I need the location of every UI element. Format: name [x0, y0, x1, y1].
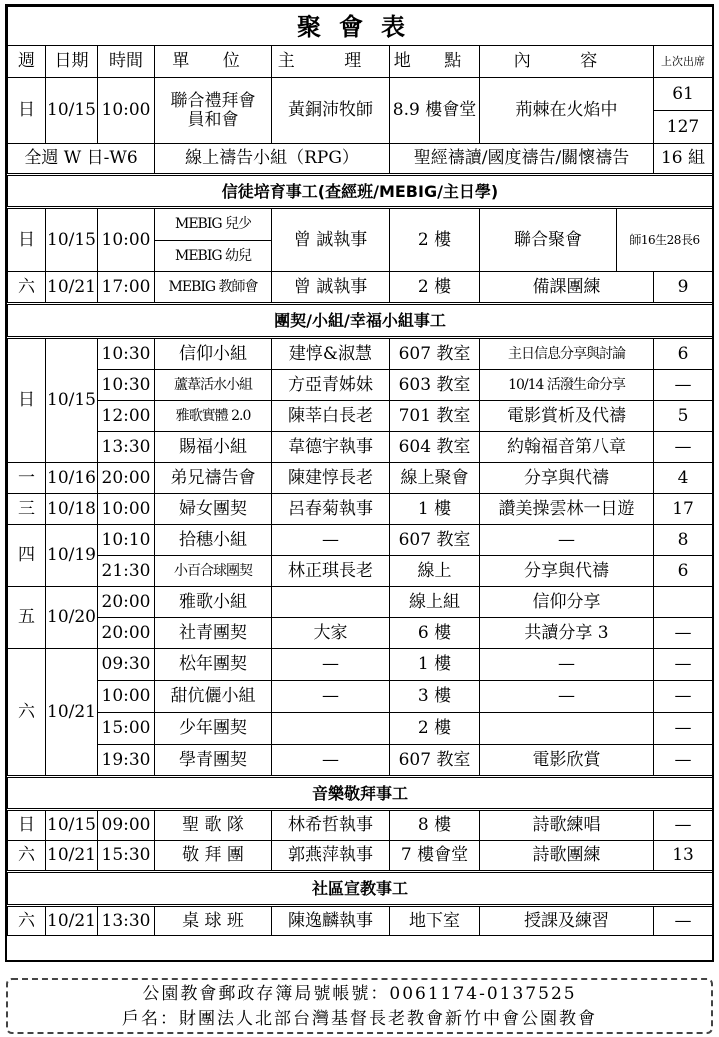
place-cell: 2 樓	[390, 208, 480, 272]
title-row	[8, 7, 713, 46]
week-cell: 日	[8, 208, 46, 272]
last-attendance-cell: 6	[654, 338, 713, 370]
header-week: 週	[8, 46, 46, 78]
unit-cell: 松年團契	[155, 649, 272, 681]
date-cell: 10/19	[46, 525, 98, 587]
content-cell: 讚美操雲林一日遊	[480, 494, 654, 525]
place-cell: 地下室	[390, 906, 480, 936]
host-cell: 陳建惇長老	[272, 463, 390, 494]
week-cell: 六	[8, 841, 46, 872]
account-name-line: 戶名：財團法人北部台灣基督長老教會新竹中會公園教會	[122, 1009, 597, 1029]
place-cell: 8.9 樓會堂	[390, 78, 480, 144]
table-row	[8, 463, 713, 494]
week-cell: 五	[8, 587, 46, 649]
time-cell: 10:10	[98, 525, 155, 556]
date-cell: 10/21	[46, 906, 98, 936]
unit-cell: 甜伉儷小組	[155, 681, 272, 713]
place-cell: 7 樓會堂	[390, 841, 480, 872]
host-cell: 方亞青姊妹	[272, 370, 390, 401]
section-header	[8, 175, 713, 208]
unit-cell: 弟兄禱告會	[155, 463, 272, 494]
time-cell: 20:00	[98, 463, 155, 494]
host-cell: —	[272, 745, 390, 777]
unit-cell: 少年團契	[155, 713, 272, 745]
host-cell: 韋德宇執事	[272, 432, 390, 463]
time-cell: 21:30	[98, 556, 155, 587]
host-cell: 林正琪長老	[272, 556, 390, 587]
place-cell: 1 樓	[390, 649, 480, 681]
table-row	[8, 208, 713, 241]
date-cell: 10/15	[46, 78, 98, 144]
last-attendance-cell: —	[654, 370, 713, 401]
header-unit: 單 位	[155, 46, 272, 78]
account-number-line: 公園教會郵政存簿局號帳號：0061174-0137525	[142, 984, 577, 1004]
place-cell: 603 教室	[390, 370, 480, 401]
table-row	[8, 525, 713, 556]
section-title: 社區宣教事工	[8, 872, 713, 906]
unit-cell: 聖 歌 隊	[155, 810, 272, 841]
week-cell: 日	[8, 338, 46, 463]
content-cell: —	[480, 681, 654, 713]
last-attendance-cell	[654, 587, 713, 618]
content-cell: 授課及練習	[480, 906, 654, 936]
bank-account-footer	[6, 978, 713, 1034]
week-cell: 日	[8, 78, 46, 144]
week-cell: 六	[8, 649, 46, 777]
last-attendance-cell: 8	[654, 525, 713, 556]
week-cell: 三	[8, 494, 46, 525]
time-cell: 15:30	[98, 841, 155, 872]
unit-cell: 敬 拜 團	[155, 841, 272, 872]
last-attendance-cell: —	[654, 810, 713, 841]
content-cell: 聯合聚會	[480, 208, 617, 272]
host-cell: 曾 誠執事	[272, 208, 390, 272]
host-cell	[272, 587, 390, 618]
content-cell: 分享與代禱	[480, 556, 654, 587]
last-attendance-cell: —	[654, 618, 713, 649]
table-row	[8, 556, 713, 587]
date-cell: 10/15	[46, 208, 98, 272]
host-cell: 大家	[272, 618, 390, 649]
table-row	[8, 587, 713, 618]
page-title: 聚會表	[8, 7, 713, 46]
place-cell: 線上組	[390, 587, 480, 618]
last-attendance-cell: —	[654, 432, 713, 463]
unit-cell: 拾穗小組	[155, 525, 272, 556]
last-attendance-cell: 61	[654, 78, 713, 111]
unit-cell: 聯合禮拜會員和會	[155, 78, 272, 144]
table-row	[8, 681, 713, 713]
unit-cell: 線上禱告小組（RPG）	[155, 144, 390, 175]
host-cell: 陳莘白長老	[272, 401, 390, 432]
unit-cell: MEBIG 兒少	[155, 208, 272, 241]
header-place: 地 點	[390, 46, 480, 78]
table-row	[8, 810, 713, 841]
last-attendance-cell: 17	[654, 494, 713, 525]
place-cell: 607 教室	[390, 338, 480, 370]
time-cell: 10:00	[98, 494, 155, 525]
time-cell: 10:30	[98, 370, 155, 401]
section-header	[8, 304, 713, 338]
last-attendance-cell: —	[654, 745, 713, 777]
date-cell: 10/15	[46, 338, 98, 463]
unit-cell: 學青團契	[155, 745, 272, 777]
unit-cell: 信仰小組	[155, 338, 272, 370]
host-cell: 林希哲執事	[272, 810, 390, 841]
content-cell: 信仰分享	[480, 587, 654, 618]
week-cell: 日	[8, 810, 46, 841]
place-cell: 701 教室	[390, 401, 480, 432]
table-row	[8, 649, 713, 681]
host-cell: 呂春菊執事	[272, 494, 390, 525]
host-cell: 曾 誠執事	[272, 272, 390, 304]
last-attendance-cell: 16 組	[654, 144, 713, 175]
header-content: 內 容	[480, 46, 654, 78]
place-cell: 線上	[390, 556, 480, 587]
table-row	[8, 78, 713, 111]
place-cell: 1 樓	[390, 494, 480, 525]
last-attendance-cell: 9	[654, 272, 713, 304]
unit-cell: 婦女團契	[155, 494, 272, 525]
time-cell: 09:30	[98, 649, 155, 681]
host-cell: —	[272, 681, 390, 713]
last-attendance-cell: —	[654, 713, 713, 745]
content-cell: 詩歌團練	[480, 841, 654, 872]
last-attendance-cell: —	[654, 681, 713, 713]
table-row	[8, 713, 713, 745]
week-cell: 六	[8, 906, 46, 936]
table-row	[8, 272, 713, 304]
content-cell: 詩歌練唱	[480, 810, 654, 841]
host-cell: 黃銅沛牧師	[272, 78, 390, 144]
place-cell: 3 樓	[390, 681, 480, 713]
time-cell: 10:00	[98, 208, 155, 272]
time-cell: 10:00	[98, 78, 155, 144]
content-cell: 主日信息分享與討論	[480, 338, 654, 370]
place-cell: 線上聚會	[390, 463, 480, 494]
place-cell: 2 樓	[390, 272, 480, 304]
place-cell: 604 教室	[390, 432, 480, 463]
last-attendance-cell: 師16生28長6	[617, 208, 713, 272]
last-attendance-cell: 127	[654, 111, 713, 144]
place-cell: 2 樓	[390, 713, 480, 745]
place-cell: 607 教室	[390, 745, 480, 777]
place-cell: 607 教室	[390, 525, 480, 556]
meeting-schedule-sheet	[5, 4, 714, 962]
date-cell: 10/20	[46, 587, 98, 649]
week-cell: 六	[8, 272, 46, 304]
last-attendance-cell: 4	[654, 463, 713, 494]
header-date: 日期	[46, 46, 98, 78]
content-cell: 10/14 活潑生命分享	[480, 370, 654, 401]
header-host: 主 理	[272, 46, 390, 78]
time-cell: 12:00	[98, 401, 155, 432]
time-cell: 10:30	[98, 338, 155, 370]
unit-cell: 蘆葦活水小組	[155, 370, 272, 401]
host-cell: 郭燕萍執事	[272, 841, 390, 872]
table-row	[8, 401, 713, 432]
table-row	[8, 144, 713, 175]
time-cell: 13:30	[98, 432, 155, 463]
place-cell: 8 樓	[390, 810, 480, 841]
content-cell: 共讀分享 3	[480, 618, 654, 649]
last-attendance-cell: 5	[654, 401, 713, 432]
unit-cell: 賜福小組	[155, 432, 272, 463]
time-cell: 19:30	[98, 745, 155, 777]
header-last: 上次出席	[654, 46, 713, 78]
last-attendance-cell: —	[654, 649, 713, 681]
content-cell: 電影賞析及代禱	[480, 401, 654, 432]
section-title: 音樂敬拜事工	[8, 777, 713, 810]
content-cell: 分享與代禱	[480, 463, 654, 494]
table-row	[8, 906, 713, 936]
content-cell: 聖經禱讀/國度禱告/關懷禱告	[390, 144, 654, 175]
time-cell: 20:00	[98, 587, 155, 618]
unit-cell: 社青團契	[155, 618, 272, 649]
date-cell: 10/16	[46, 463, 98, 494]
host-cell: —	[272, 525, 390, 556]
week-cell: 四	[8, 525, 46, 587]
unit-cell: 雅歌實體 2.0	[155, 401, 272, 432]
table-row	[8, 494, 713, 525]
time-cell: 09:00	[98, 810, 155, 841]
last-attendance-cell: —	[654, 906, 713, 936]
header-row	[8, 46, 713, 78]
content-cell: 荊棘在火焰中	[480, 78, 654, 144]
time-cell: 20:00	[98, 618, 155, 649]
content-cell: 電影欣賞	[480, 745, 654, 777]
table-row	[8, 338, 713, 370]
unit-cell: 桌 球 班	[155, 906, 272, 936]
content-cell: —	[480, 525, 654, 556]
place-cell: 6 樓	[390, 618, 480, 649]
time-cell: 17:00	[98, 272, 155, 304]
section-title: 團契/小組/幸福小組事工	[8, 304, 713, 338]
unit-cell: MEBIG 教師會	[155, 272, 272, 304]
table-row	[8, 618, 713, 649]
host-cell: 陳逸麟執事	[272, 906, 390, 936]
date-cell: 10/21	[46, 649, 98, 777]
date-cell: 10/21	[46, 272, 98, 304]
content-cell: 備課團練	[480, 272, 654, 304]
table-row	[8, 432, 713, 463]
header-time: 時間	[98, 46, 155, 78]
last-attendance-cell: 6	[654, 556, 713, 587]
content-cell: —	[480, 649, 654, 681]
time-cell: 15:00	[98, 713, 155, 745]
week-cell: 一	[8, 463, 46, 494]
section-header	[8, 777, 713, 810]
content-cell: 約翰福音第八章	[480, 432, 654, 463]
section-title: 信徒培育事工(查經班/MEBIG/主日學)	[8, 175, 713, 208]
date-cell: 10/15	[46, 810, 98, 841]
time-cell: 10:00	[98, 681, 155, 713]
date-cell: 10/21	[46, 841, 98, 872]
unit-cell: 雅歌小組	[155, 587, 272, 618]
unit-cell: MEBIG 幼兒	[155, 241, 272, 272]
schedule-table	[7, 6, 713, 936]
host-cell: 建惇&淑慧	[272, 338, 390, 370]
date-cell: 10/18	[46, 494, 98, 525]
host-cell: —	[272, 649, 390, 681]
host-cell	[272, 713, 390, 745]
content-cell	[480, 713, 654, 745]
table-row	[8, 370, 713, 401]
time-cell: 13:30	[98, 906, 155, 936]
table-row	[8, 841, 713, 872]
last-attendance-cell: 13	[654, 841, 713, 872]
table-row	[8, 745, 713, 777]
week-cell: 全週 W 日-W6	[8, 144, 155, 175]
unit-cell: 小百合球團契	[155, 556, 272, 587]
section-header	[8, 872, 713, 906]
